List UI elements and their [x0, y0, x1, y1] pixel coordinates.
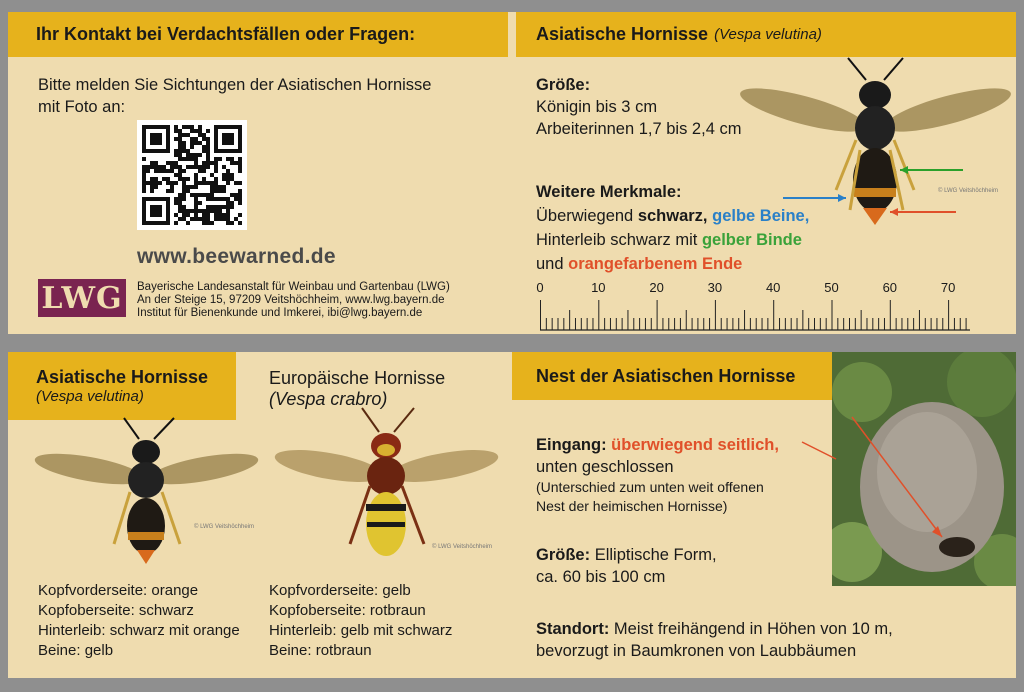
asian-trait: Beine: gelb [38, 642, 114, 659]
ruler-label: 70 [940, 280, 956, 295]
org-name: Bayerische Landesanstalt für Weinbau und Gartenbau (LWG) [137, 281, 450, 293]
report-text-line2: mit Foto an: [38, 98, 126, 116]
feat-text: Überwiegend [536, 207, 638, 225]
feat-and: und [536, 255, 569, 273]
qr-code[interactable] [137, 120, 247, 230]
ruler-label: 50 [824, 280, 839, 295]
org-address-line: An der Steige 15, 97209 Veitshöchheim, www.lwg.bayern.de [137, 294, 445, 306]
feat-abdomen: Hinterleib schwarz mit [536, 231, 702, 249]
euro-title-text: Europäische Hornisse [269, 368, 446, 388]
european-trait: Hinterleib: gelb mit schwarz [269, 622, 453, 639]
asian-traits [38, 581, 240, 661]
lwg-logo-text: LWG [41, 280, 123, 316]
asian-trait: Hinterleib: schwarz mit orange [38, 622, 240, 639]
features-line2 [536, 228, 809, 252]
european-trait: Kopfoberseite: rotbraun [269, 602, 426, 619]
nest-location-info [536, 618, 893, 662]
entrance-note [536, 478, 779, 516]
location-value: Meist freihängend in Höhen von 10 m, [613, 620, 893, 638]
photo-credit-european: © LWG Veitshöchheim [432, 544, 492, 550]
asian-title: Asiatische Hornisse [36, 367, 209, 387]
features-label: Weitere Merkmale: [536, 183, 682, 201]
ruler-label: 10 [591, 280, 606, 295]
location-line2: bevorzugt in Baumkronen von Laubbäumen [536, 642, 857, 660]
ruler-label: 20 [649, 280, 664, 295]
asian-trait: Kopfoberseite: schwarz [38, 602, 194, 619]
ruler-label: 40 [765, 280, 781, 295]
asian-trait: Kopfvorderseite: orange [38, 582, 199, 599]
info-card-bottom [8, 352, 1016, 678]
nest-size-line2: ca. 60 bis 100 cm [536, 568, 666, 586]
nest-header-band [512, 352, 832, 400]
asian-hornet-photo-bottom [34, 414, 259, 564]
ruler-label: 0 [536, 280, 544, 295]
size-label: Größe: [536, 76, 591, 94]
nest-header: Nest der Asiatischen Hornisse [536, 365, 796, 386]
info-card-top [8, 12, 1016, 334]
feat-black: schwarz, [637, 207, 708, 225]
contact-header-band [8, 12, 508, 57]
nest-size-value: Elliptische Form, [594, 546, 717, 564]
entrance-value: überwiegend seitlich, [611, 436, 779, 454]
lwg-logo [38, 279, 126, 317]
species-header: Asiatische Hornisse [536, 24, 709, 44]
european-traits [269, 581, 452, 661]
nest-size-info [536, 544, 717, 588]
org-institute: Institut für Bienenkunde und Imkerei, ibi@lwg.bayern.de [137, 307, 423, 319]
entrance-leader-line [798, 434, 838, 464]
entrance-note-line2: Nest der heimischen Hornisse) [536, 498, 728, 514]
ruler-label: 60 [882, 280, 898, 295]
asian-hornet-photo [738, 50, 1013, 225]
entrance-line2: unten geschlossen [536, 458, 674, 476]
feat-legs: gelbe Beine, [712, 207, 810, 225]
size-info [536, 74, 741, 140]
european-hornet-photo [274, 404, 499, 564]
size-queen: Königin bis 3 cm [536, 98, 658, 116]
entrance-label: Eingang: [536, 436, 607, 454]
entrance-line1 [536, 434, 779, 456]
location-label: Standort: [536, 620, 610, 638]
report-text [38, 74, 498, 118]
european-trait: Kopfvorderseite: gelb [269, 582, 411, 599]
species-header-latin: (Vespa velutina) [714, 26, 822, 43]
european-trait: Beine: rotbraun [269, 642, 372, 659]
photo-credit-asian: © LWG Veitshöchheim [194, 524, 254, 530]
asian-title-latin: (Vespa velutina) [36, 388, 144, 405]
entrance-note-line1: (Unterschied zum unten weit offenen [536, 479, 764, 495]
nest-photo [832, 352, 1016, 586]
size-workers: Arbeiterinnen 1,7 bis 2,4 cm [536, 120, 742, 138]
ruler-label: 30 [707, 280, 723, 295]
org-address [137, 281, 450, 320]
asian-title-band [8, 352, 236, 420]
features-line3 [536, 252, 809, 276]
nest-entrance-info [536, 434, 779, 516]
report-text-line1: Bitte melden Sie Sichtungen der Asiatischen Hornisse [38, 76, 432, 94]
website-link[interactable]: www.beewarned.de [137, 245, 336, 268]
size-ruler [536, 280, 980, 332]
contact-header: Ihr Kontakt bei Verdachtsfällen oder Fragen: [36, 24, 416, 44]
feat-tip: orangefarbenem Ende [568, 255, 743, 273]
nest-size-label: Größe: [536, 546, 591, 564]
feat-band: gelber Binde [701, 231, 802, 249]
photo-credit-top: © LWG Veitshöchheim [938, 188, 998, 194]
euro-title-latin: (Vespa crabro) [269, 389, 388, 409]
